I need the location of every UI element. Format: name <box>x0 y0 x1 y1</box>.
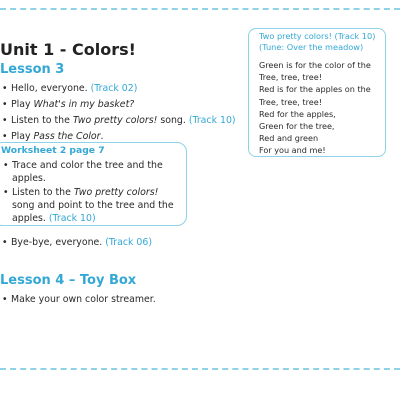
list-item: • Play What's in my basket? <box>0 98 236 111</box>
worksheet-title: Worksheet 2 page 7 <box>1 145 105 156</box>
track-ref: (Track 10) <box>48 213 96 224</box>
lesson-4-list <box>0 293 156 309</box>
unit-title: Unit 1 - Colors! <box>0 40 136 59</box>
lesson-3-list <box>0 82 236 146</box>
lesson-3-closing-list <box>0 236 152 252</box>
lyric-line: Tree, tree, tree! <box>259 72 322 83</box>
lyric-line: Green is for the color of the <box>259 60 371 70</box>
lyric-line: Red for the apples, <box>259 108 336 119</box>
lyric-line: Red and green <box>259 133 319 144</box>
list-item: • Listen to the Two pretty colors! song and point to the tree and the apples. (Track 10) <box>1 186 177 225</box>
lyric-line: Red is for the apples on the <box>259 84 371 95</box>
lyric-line: For you and me! <box>259 145 326 156</box>
lyric-line: Tree, tree, tree! <box>259 96 322 107</box>
list-item: • Hello, everyone. (Track 02) <box>0 82 236 95</box>
bottom-dashed-divider <box>0 368 400 370</box>
worksheet-list <box>1 159 177 226</box>
track-ref: (Track 06) <box>105 237 153 248</box>
song-tune: (Tune: Over the meadow) <box>259 42 364 52</box>
song-title: Two pretty colors! (Track 10) <box>259 31 376 41</box>
list-item: • Bye-bye, everyone. (Track 06) <box>0 236 152 249</box>
song-box <box>248 28 386 157</box>
worksheet-box <box>0 142 187 226</box>
list-item: • Trace and color the tree and the apples. <box>1 159 177 185</box>
list-item: • Listen to the Two pretty colors! song. (Track 10) <box>0 114 236 127</box>
list-item: • Play Pass the Color. <box>0 130 236 143</box>
lesson-3-heading: Lesson 3 <box>0 62 65 77</box>
track-ref: (Track 10) <box>188 115 236 126</box>
song-lyrics <box>259 59 371 157</box>
lesson-4-heading: Lesson 4 – Toy Box <box>0 273 137 288</box>
list-item: • Make your own color streamer. <box>0 293 156 306</box>
top-dashed-divider <box>0 8 400 10</box>
track-ref: (Track 02) <box>90 83 138 94</box>
lyric-line: Green for the tree, <box>259 121 335 132</box>
